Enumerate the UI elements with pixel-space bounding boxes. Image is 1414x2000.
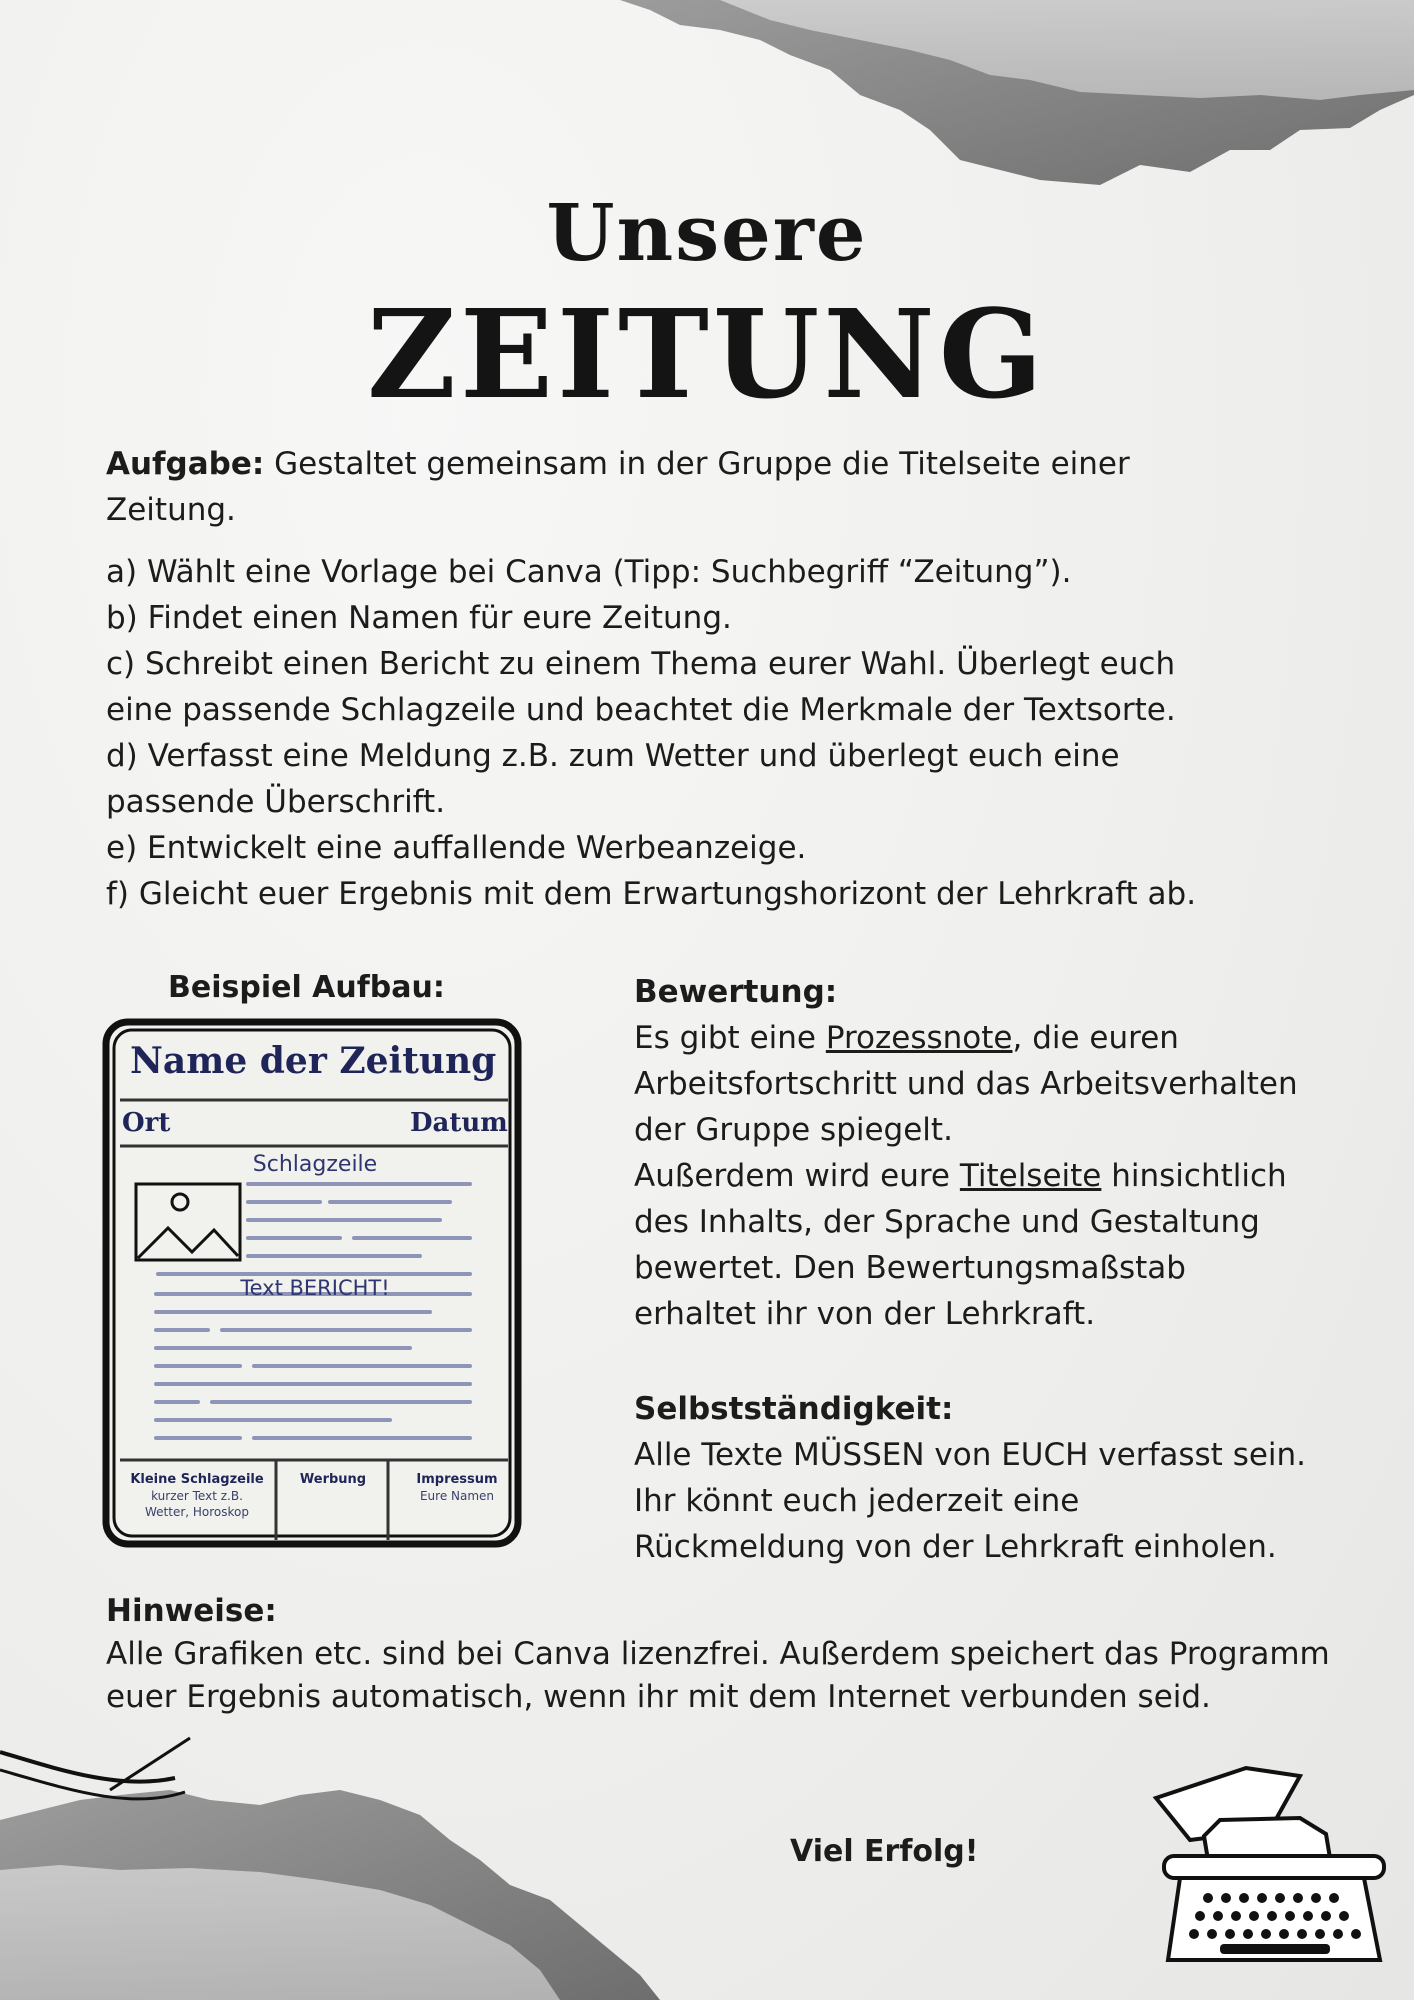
task-item: e) Entwickelt eine auffallende Werbeanzeige. (106, 830, 807, 866)
typewriter-icon (1150, 1760, 1390, 1980)
mockup-schlagzeile: Schlagzeile (252, 1152, 378, 1177)
grading-line: Arbeitsfortschritt und das Arbeitsverhalten (634, 1066, 1298, 1102)
titelseite-term: Titelseite (959, 1158, 1102, 1194)
task-text-1: Gestaltet gemeinsam in der Gruppe die Titelseite einer (264, 446, 1130, 482)
grading-heading: Bewertung: (634, 974, 838, 1010)
grading-line: des Inhalts, der Sprache und Gestaltung (634, 1204, 1260, 1240)
notes-section (106, 1590, 1366, 1719)
task-item: f) Gleicht euer Ergebnis mit dem Erwartungshorizont der Lehrkraft ab. (106, 876, 1197, 912)
prozessnote-term: Prozessnote (825, 1020, 1013, 1056)
grading-line: bewertet. Den Bewertungsmaßstab (634, 1250, 1186, 1286)
task-item: eine passende Schlagzeile und beachtet die Merkmale der Textsorte. (106, 692, 1176, 728)
notes-heading: Hinweise: (106, 1593, 277, 1629)
grading-line: Es gibt eine Prozessnote, die euren (634, 1020, 1179, 1056)
task-list (106, 549, 1346, 917)
task-item: c) Schreibt einen Bericht zu einem Thema eurer Wahl. Überlegt euch (106, 646, 1176, 682)
task-intro (106, 441, 1326, 533)
title-line-1: Unsere (546, 188, 868, 279)
independence-heading: Selbstständigkeit: (634, 1391, 954, 1427)
independence-line: Alle Texte MÜSSEN von EUCH verfasst sein. (634, 1437, 1307, 1473)
grading-line: Außerdem wird eure Titelseite hinsichtlich (634, 1158, 1287, 1194)
independence-line: Rückmeldung von der Lehrkraft einholen. (634, 1529, 1277, 1565)
grading-line: der Gruppe spiegelt. (634, 1112, 953, 1148)
task-item: b) Findet einen Namen für eure Zeitung. (106, 600, 732, 636)
task-item: a) Wählt eine Vorlage bei Canva (Tipp: Suchbegriff “Zeitung”). (106, 554, 1072, 590)
mockup-newspaper-name: Name der Zeitung (130, 1040, 497, 1082)
mockup-bericht: Text BERICHT! (240, 1276, 390, 1300)
task-item: d) Verfasst eine Meldung z.B. zum Wetter und überlegt euch eine (106, 738, 1120, 774)
notes-line: Alle Grafiken etc. sind bei Canva lizenzfrei. Außerdem speichert das Programm (106, 1636, 1330, 1672)
independence-section (634, 1386, 1394, 1570)
task-text-2: Zeitung. (106, 492, 236, 528)
mockup-datum: Datum (410, 1108, 508, 1138)
task-label: Aufgabe: (106, 446, 265, 482)
independence-line: Ihr könnt euch jederzeit eine (634, 1483, 1080, 1519)
grading-section (634, 969, 1394, 1337)
example-heading: Beispiel Aufbau: (168, 970, 445, 1005)
task-item: passende Überschrift. (106, 784, 446, 820)
mockup-cell-kleine-schlagzeile: Kleine Schlagzeile kurzer Text z.B. Wetter, Horoskop (130, 1472, 264, 1519)
notes-line: euer Ergebnis automatisch, wenn ihr mit dem Internet verbunden seid. (106, 1679, 1211, 1715)
mockup-cell-impressum: Impressum Eure Namen (416, 1472, 498, 1503)
grading-line: erhaltet ihr von der Lehrkraft. (634, 1296, 1096, 1332)
footer-text: Viel Erfolg! (790, 1834, 979, 1869)
mockup-cell-werbung: Werbung (299, 1472, 367, 1487)
mockup-ort: Ort (122, 1108, 171, 1138)
title-line-2: ZEITUNG (367, 282, 1047, 426)
